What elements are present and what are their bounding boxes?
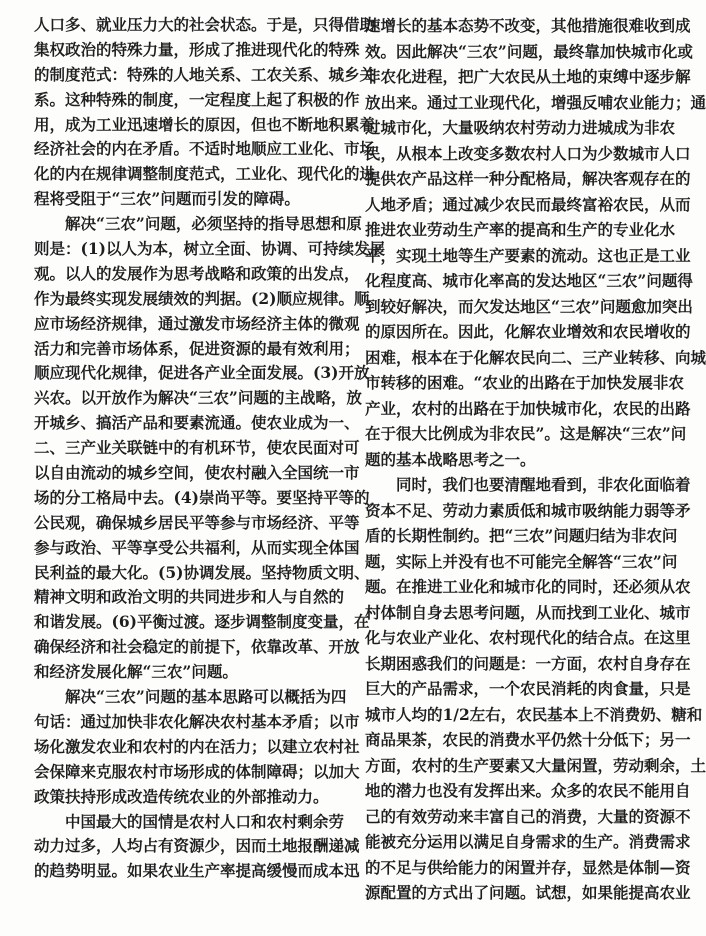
text-line: 速增长的基本态势不改变，其他措施很难收到成	[365, 16, 691, 35]
text-line: 观。以人的发展作为思考战略和政策的出发点，	[34, 263, 360, 283]
text-line: 平，实现土地等生产要素的流动。这也正是工业	[365, 245, 691, 265]
text-line: 兴农。以开放作为解决“三农”问题的主战略，放	[34, 388, 362, 408]
text-line: 推进农业劳动生产率的提高和生产的专业化水	[365, 220, 676, 239]
text-line: 中国最大的国情是农村人口和农村剩余劳	[65, 811, 345, 831]
text-line: 作为最终实现发展绩效的判据。(2)顺应规律。顺	[34, 288, 370, 308]
text-line: 程将受阻于“三农”问题而引发的障碍。	[34, 189, 300, 209]
text-line: 产业，农村的出路在于加快城市化，农民的出路	[365, 398, 691, 418]
text-line: 二、三产业关联链中的有机环节，使农民面对可	[34, 438, 360, 458]
text-line: 题。在推进工业化和城市化的同时，还必须从农	[365, 577, 691, 596]
text-line: 提供农产品这样一种分配格局，解决客观存在的	[365, 169, 691, 188]
text-line: 应市场经济规律，通过激发市场经济主体的微观	[34, 313, 360, 333]
text-line: 化程度高、城市化率高的发达地区“三农”问题得	[365, 271, 693, 290]
text-line: 和谐发展。(6)平衡过渡。逐步调整制度变量，在	[34, 612, 370, 632]
text-line: 精神文明和政治文明的共同进步和人与自然的	[34, 587, 345, 607]
paragraph	[34, 13, 376, 212]
text-line: 题的基本战略思考之一。	[365, 449, 536, 469]
paragraph	[365, 472, 706, 906]
text-line: 的制度范式：特殊的人地关系、工农关系、城乡关	[34, 64, 376, 84]
text-line: 化与农业产业化、农村现代化的结合点。在这里	[365, 628, 691, 647]
text-line: 村体制自身去思考问题，从而找到工业化、城市	[365, 602, 691, 622]
text-line: 市转移的困难。“农业的出路在于加快发展非农	[365, 373, 684, 392]
text-line: 城市人均的1/2左右，农民基本上不消费奶、糖和	[365, 704, 703, 724]
text-line: 过城市化，大量吸纳农村劳动力进城成为非农	[365, 118, 676, 137]
text-line: 商品果茶，农民的消费水平仍然十分低下；另一	[365, 730, 691, 749]
text-column-right	[365, 13, 706, 906]
text-line: 化的内在规律调整制度范式，工业化、现代化的进	[34, 164, 376, 184]
text-line: 开城乡、搞活产品和要素流通。使农业成为一、	[34, 413, 360, 433]
text-line: 民利益的最大化。(5)协调发展。坚持物质文明、	[34, 562, 370, 582]
text-line: 用，成为工业迅速增长的原因，但也不断地积累着	[34, 114, 376, 134]
text-line: 解决“三农”问题，必须坚持的指导思想和原	[65, 214, 362, 234]
text-line: 的趋势明显。如果农业生产率提高缓慢而成本迅	[34, 861, 360, 881]
text-line: 政策扶持形成改造传统农业的外部推动力。	[34, 786, 329, 806]
text-line: 在于很大比例成为非农民”。这是解决“三农”问	[365, 424, 687, 443]
text-line: 场化激发农业和农村的内在活力；以建立农村社	[34, 736, 360, 756]
text-line: 系。这种特殊的制度，一定程度上起了积极的作	[34, 89, 360, 109]
text-line: 的原因所在。因此，化解农业增效和农民增收的	[365, 322, 691, 341]
text-line: 放出来。通过工业现代化，增强反哺农业能力；通	[365, 92, 706, 112]
text-line: 人口多、就业压力大的社会状态。于是，只得借助	[34, 15, 376, 34]
text-line: 顺应现代化规律，促进各产业全面发展。(3)开放	[34, 363, 370, 383]
text-line: 题，实际上并没有也不可能完全解答“三农”问	[365, 551, 678, 571]
text-line: 民，从根本上改变多数农村人口为少数城市人口	[365, 143, 691, 163]
text-line: 同时，我们也要清醒地看到，非农化面临着	[396, 475, 691, 494]
paragraph	[365, 13, 706, 472]
text-line: 困难，根本在于化解农民向二、三产业转移、向城	[365, 347, 706, 367]
text-line: 资本不足、劳动力素质低和城市吸纳能力弱等矛	[365, 500, 691, 520]
text-line: 则是：(1)以人为本，树立全面、协调、可持续发展	[34, 239, 385, 259]
text-line: 活力和完善市场体系，促进资源的最有效利用；	[34, 338, 360, 358]
text-line: 非农化进程，把广大农民从土地的束缚中逐步解	[365, 67, 691, 86]
text-line: 能被充分运用以满足自身需求的生产。消费需求	[365, 832, 691, 851]
text-line: 会保障来克服农村市场形成的体制障碍；以加大	[34, 761, 360, 781]
text-line: 经济社会的内在矛盾。不适时地顺应工业化、市场	[34, 139, 376, 159]
text-line: 以自由流动的城乡空间，使农村融入全国统一市	[34, 463, 360, 483]
text-column-left	[34, 13, 385, 884]
text-line: 的不足与供给能力的闲置并存，显然是体制—资	[365, 857, 691, 877]
text-line: 解决“三农”问题的基本思路可以概括为四	[65, 687, 347, 707]
text-line: 参与政治、平等享受公共福利，从而实现全体国	[34, 537, 360, 557]
text-line: 场的分工格局中去。(4)崇尚平等。要坚持平等的	[34, 487, 370, 507]
text-line: 巨大的产品需求，一个农民消耗的肉食量，只是	[365, 679, 691, 698]
text-line: 效。因此解决“三农”问题，最终靠加快城市化或	[365, 41, 693, 61]
text-line: 长期困惑我们的问题是：一方面，农村自身存在	[365, 653, 691, 673]
paragraph	[34, 685, 360, 809]
text-line: 句话：通过加快非农化解决农村基本矛盾；以市	[34, 711, 360, 731]
text-line: 和经济发展化解“三农”问题。	[34, 662, 238, 682]
text-line: 集权政治的特殊力量，形成了推进现代化的特殊	[34, 39, 360, 59]
paragraph	[34, 810, 360, 885]
text-line: 己的有效劳动来丰富自己的消费，大量的资源不	[365, 806, 691, 826]
text-line: 确保经济和社会稳定的前提下，依靠改革、开放	[34, 637, 360, 657]
text-line: 到较好解决，而欠发达地区“三农”问题愈加突出	[365, 296, 693, 316]
text-line: 动力过多，人均占有资源少，因而土地报酬递减	[34, 836, 360, 856]
text-line: 人地矛盾；通过减少农民而最终富裕农民，从而	[365, 194, 691, 214]
text-line: 地的潜力也没有发挥出来。众多的农民不能用自	[365, 781, 691, 800]
text-line: 盾的长期性制约。把“三农”问题归结为非农问	[365, 526, 678, 545]
text-line: 方面，农村的生产要素又大量闲置，劳动剩余，土	[365, 755, 706, 775]
text-line: 源配置的方式出了问题。试想，如果能提高农业	[365, 883, 691, 902]
paragraph	[34, 212, 385, 685]
text-line: 公民观，确保城乡居民平等参与市场经济、平等	[34, 512, 360, 532]
